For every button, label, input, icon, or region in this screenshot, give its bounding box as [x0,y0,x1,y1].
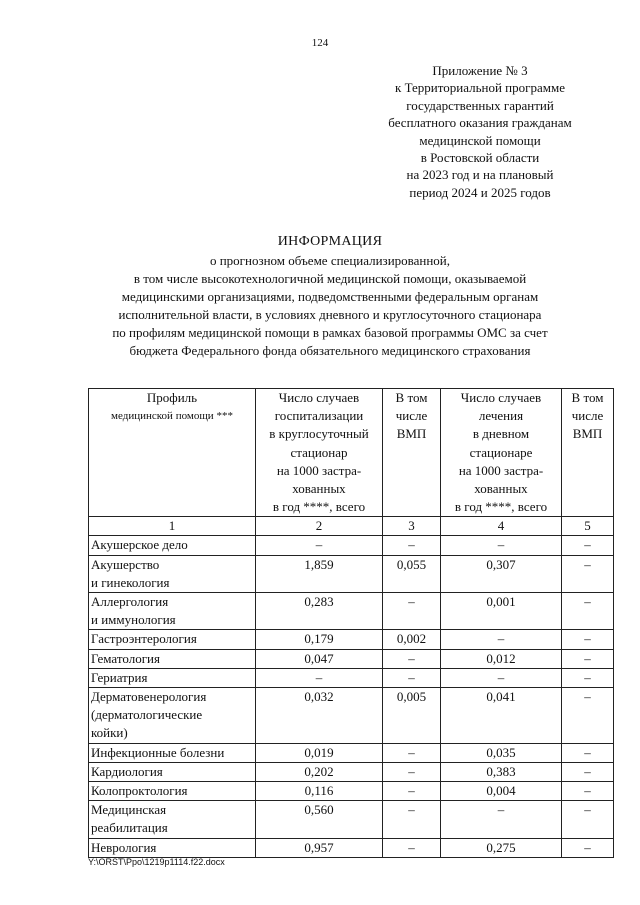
header-text: хованных [474,481,528,497]
header-text: ВМП [572,426,603,442]
header-text: госпитализации [274,408,364,424]
day-cases: – [441,801,562,838]
day-vmp: – [562,743,614,762]
profile-name-line: и иммунология [91,612,176,628]
table-row [89,743,614,762]
header-vmp-day [562,389,614,517]
column-number: 2 [256,517,383,536]
profile-name-line: Неврология [91,839,157,855]
hospital-cases: 0,047 [256,649,383,668]
profile-name-line: Акушерское дело [91,537,188,553]
info-line: по профилям медицинской помощи в рамках базовой программы ОМС за счет [112,325,548,340]
day-vmp: – [562,668,614,687]
header-text: В том [395,390,428,405]
info-line: в том числе высокотехнологичной медицинской помощи, оказываемой [133,271,527,286]
day-cases: 0,012 [441,649,562,668]
hospital-cases: 0,202 [256,762,383,781]
hospital-vmp: – [383,668,441,687]
day-vmp: – [562,536,614,555]
medical-care-table [88,388,614,858]
table-row [89,762,614,781]
appendix-block [360,62,600,201]
hospital-cases: 0,019 [256,743,383,762]
day-cases: 0,383 [441,762,562,781]
day-cases: 0,041 [441,688,562,744]
header-text: лечения [478,408,524,424]
column-number: 1 [89,517,256,536]
header-day-cases [441,389,562,517]
profile-name-line: койки) [91,725,128,741]
table-row [89,801,614,838]
profile-name-line: и гинекология [91,574,170,590]
profile-name-line: (дерматологические [91,707,203,723]
header-text: Профиль [146,390,198,405]
profile-name [89,536,256,555]
header-text: ВМП [396,426,427,442]
hospital-vmp: – [383,762,441,781]
profile-name [89,668,256,687]
page-number: 124 [311,37,329,49]
info-line: о прогнозном объеме специализированной, [209,253,451,268]
profile-name-line: Медицинская [91,802,167,818]
profile-name [89,782,256,801]
appendix-line: на 2023 год и на плановый [406,167,554,183]
hospital-cases: 0,179 [256,630,383,649]
header-text: на 1000 застра- [458,462,544,478]
profile-name [89,743,256,762]
day-vmp: – [562,801,614,838]
header-text: в год ****, всего [454,499,548,515]
day-cases: 0,307 [441,555,562,592]
day-vmp: – [562,762,614,781]
hospital-cases: – [256,536,383,555]
file-path-footer: Y:\ORST\Ppo\1219p1114.f22.docx [88,857,225,867]
profile-name-line: Аллергология [91,594,169,610]
hospital-cases: 1,859 [256,555,383,592]
profile-name-line: Гематология [91,650,160,666]
table-row [89,536,614,555]
table-row [89,688,614,744]
appendix-line: медицинской помощи [419,132,541,148]
table-row [89,668,614,687]
info-line: исполнительной власти, в условиях дневного и круглосуточного стационара [118,307,542,322]
profile-name [89,801,256,838]
header-text: В том [571,390,604,405]
profile-name [89,649,256,668]
header-text: стационар [290,444,348,460]
day-cases: – [441,536,562,555]
hospital-vmp: 0,002 [383,630,441,649]
day-cases: – [441,668,562,687]
column-number: 3 [383,517,441,536]
profile-name [89,688,256,744]
hospital-cases: – [256,668,383,687]
table-row [89,649,614,668]
table-row [89,838,614,857]
table-row [89,593,614,630]
profile-name-line: Гастроэнтерология [91,631,197,647]
hospital-cases: 0,116 [256,782,383,801]
day-cases: 0,004 [441,782,562,801]
day-vmp: – [562,838,614,857]
hospital-vmp: – [383,536,441,555]
day-cases: 0,001 [441,593,562,630]
day-vmp: – [562,630,614,649]
day-vmp: – [562,555,614,592]
hospital-vmp: 0,055 [383,555,441,592]
appendix-line: Приложение № 3 [432,63,528,78]
header-hospital-cases [256,389,383,517]
info-title: ИНФОРМАЦИЯ [277,234,383,249]
day-cases: – [441,630,562,649]
column-number: 4 [441,517,562,536]
profile-name-line: реабилитация [91,820,168,836]
hospital-cases: 0,957 [256,838,383,857]
hospital-vmp: – [383,743,441,762]
profile-name [89,555,256,592]
profile-name [89,630,256,649]
header-text: Число случаев [460,390,542,405]
info-line: бюджета Федерального фонда обязательного медицинского страхования [129,343,531,358]
column-number: 5 [562,517,614,536]
header-text: стационаре [469,444,533,460]
day-vmp: – [562,688,614,744]
hospital-vmp: – [383,838,441,857]
hospital-cases: 0,283 [256,593,383,630]
appendix-line: бесплатного оказания гражданам [388,115,572,131]
hospital-vmp: – [383,593,441,630]
hospital-vmp: 0,005 [383,688,441,744]
info-line: медицинскими организациями, подведомственными федеральным органам [121,289,539,304]
profile-name-line: Акушерство [91,556,160,572]
appendix-line: к Территориальной программе [395,80,565,96]
appendix-line: период 2024 и 2025 годов [409,184,551,200]
table-row [89,630,614,649]
appendix-line: в Ростовской области [420,150,540,166]
header-text: в дневном [472,426,530,442]
profile-name-line: Гериатрия [91,669,148,685]
profile-name-line: Колопроктология [91,783,188,799]
header-text: на 1000 застра- [276,462,362,478]
header-text: числе [395,408,428,424]
profile-name [89,838,256,857]
hospital-vmp: – [383,782,441,801]
table-row [89,555,614,592]
profile-name [89,593,256,630]
information-heading [70,233,590,360]
profile-name-line: Инфекционные болезни [91,744,225,760]
day-vmp: – [562,782,614,801]
column-number-row [89,517,614,536]
header-text: в круглосуточный [269,426,369,442]
header-text: в год ****, всего [272,499,366,515]
hospital-cases: 0,560 [256,801,383,838]
profile-name-line: Кардиология [91,763,163,779]
hospital-vmp: – [383,649,441,668]
hospital-vmp: – [383,801,441,838]
header-text: хованных [292,481,346,497]
header-text: числе [571,408,604,424]
table-row [89,782,614,801]
table-header-row [89,389,614,517]
header-text: Число случаев [278,390,360,405]
day-vmp: – [562,593,614,630]
day-cases: 0,275 [441,838,562,857]
profile-name-line: Дерматовенерология [91,689,207,705]
header-profile [89,389,256,517]
profile-name [89,762,256,781]
hospital-cases: 0,032 [256,688,383,744]
header-vmp-hospital [383,389,441,517]
header-text: медицинской помощи *** [111,410,233,423]
appendix-line: государственных гарантий [406,97,554,113]
day-vmp: – [562,649,614,668]
day-cases: 0,035 [441,743,562,762]
